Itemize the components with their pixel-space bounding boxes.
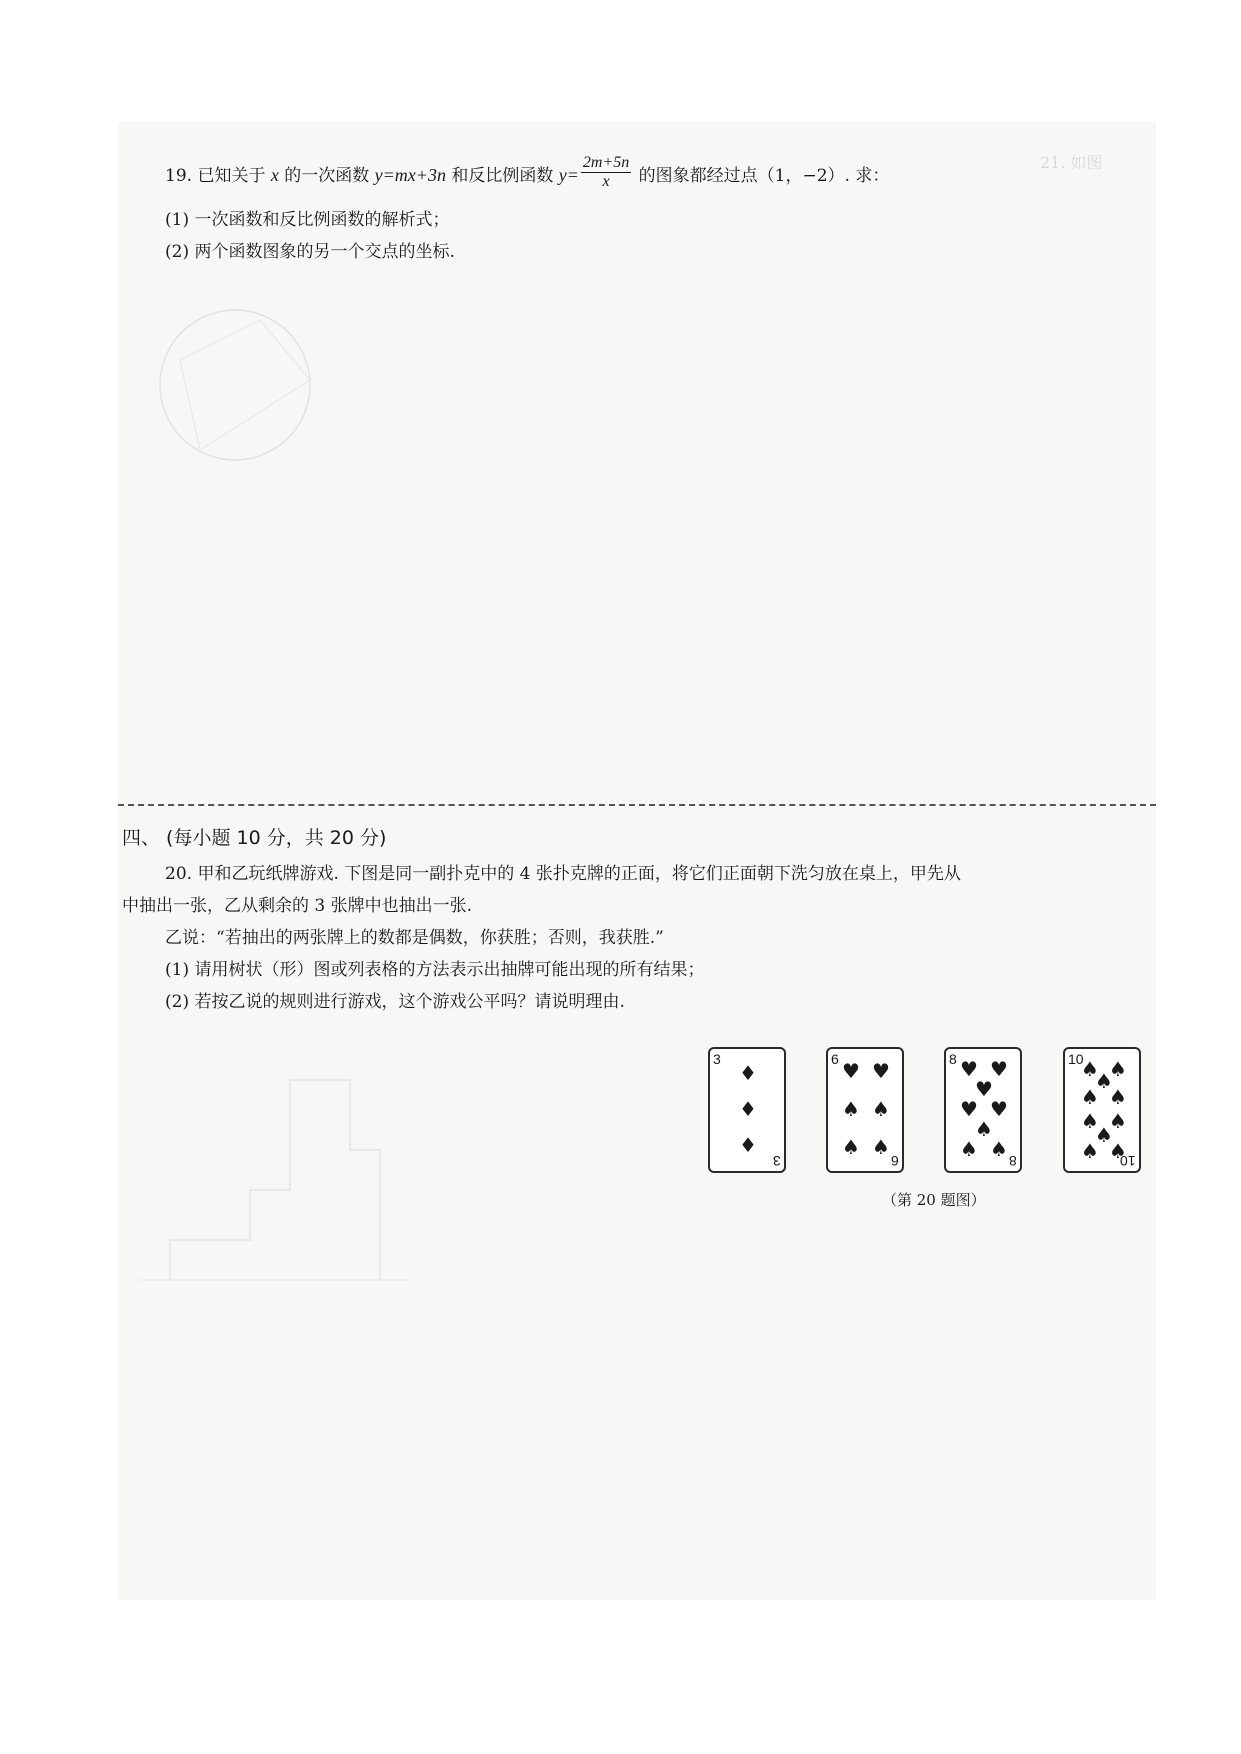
bleed-through-circle [150,300,320,470]
spade-icon: ♠ [960,1137,978,1161]
playing-card-6-hearts [826,1047,904,1173]
card-rank-bottom: 3 [773,1153,781,1169]
spade-icon: ♠ [1109,1109,1127,1133]
heart-icon: ♥ [990,1057,1008,1081]
fraction: $\frac{2m+5n}{x}$ [582,154,630,190]
figure-caption: （第 20 题图） [882,1191,986,1209]
spade-icon: ♠ [842,1097,860,1121]
heart-icon: ♥ [842,1059,860,1083]
spade-icon: ♠ [1095,1123,1113,1147]
card-rank-bottom: 6 [891,1153,899,1169]
heart-icon: ♥ [960,1097,978,1121]
spade-icon: ♠ [1109,1139,1127,1163]
spade-icon: ♠ [1081,1109,1099,1133]
spade-icon: ♠ [990,1137,1008,1161]
dashed-divider [118,804,1156,806]
q20-part1: (1) 请用树状（形）图或列表格的方法表示出抽牌可能出现的所有结果； [165,960,705,980]
section-heading: 四、 (每小题 10 分，共 20 分) [122,827,387,849]
playing-card-10-spades [1063,1047,1141,1173]
heart-icon: ♥ [960,1057,978,1081]
spade-icon: ♠ [1109,1057,1127,1081]
bleed-through-text: 21. 如图 [1040,153,1103,172]
spade-icon: ♠ [872,1097,890,1121]
spade-icon: ♠ [1081,1139,1099,1163]
spade-icon: ♠ [1081,1057,1099,1081]
spade-icon: ♠ [1081,1085,1099,1109]
spade-icon: ♠ [1109,1085,1127,1109]
diamond-icon: ♦ [739,1097,757,1121]
card-rank-bottom: 10 [1120,1153,1136,1169]
card-rank: 3 [713,1051,721,1067]
q20-line2: 中抽出一张，乙从剩余的 3 张牌中也抽出一张. [122,896,473,916]
heart-icon: ♥ [975,1077,993,1101]
q20-part2: (2) 若按乙说的规则进行游戏，这个游戏公平吗？请说明理由. [165,992,625,1012]
bleed-through-histogram [130,1040,420,1300]
diamond-icon: ♦ [739,1133,757,1157]
spade-icon: ♠ [975,1117,993,1141]
spade-icon: ♠ [1095,1069,1113,1093]
q19-part2: (2) 两个函数图象的另一个交点的坐标. [165,242,455,262]
spade-icon: ♠ [842,1135,860,1159]
spade-icon: ♠ [872,1135,890,1159]
card-rank: 10 [1068,1051,1084,1067]
heart-icon: ♥ [872,1059,890,1083]
card-rank: 6 [831,1051,839,1067]
q20-line1: 20. 甲和乙玩纸牌游戏. 下图是同一副扑克中的 4 张扑克牌的正面，将它们正面朝下洗匀放在桌上，甲先从 [165,864,961,884]
heart-icon: ♥ [990,1097,1008,1121]
q20-line3: 乙说：“若抽出的两张牌上的数都是偶数，你获胜；否则，我获胜.” [165,928,664,948]
card-rank-bottom: 8 [1009,1153,1017,1169]
q19-part1: (1) 一次函数和反比例函数的解析式； [165,210,450,230]
q19-stem: 19. 已知关于 x 的一次函数 y=mx+3n 和反比例函数 y= $\frac{2m+5n}{x}$ 的图象都经过点（1，−2）. 求： [165,154,890,190]
playing-card-3-diamonds [708,1047,786,1173]
playing-card-8-hearts [944,1047,1022,1173]
diamond-icon: ♦ [739,1061,757,1085]
card-rank: 8 [949,1051,957,1067]
